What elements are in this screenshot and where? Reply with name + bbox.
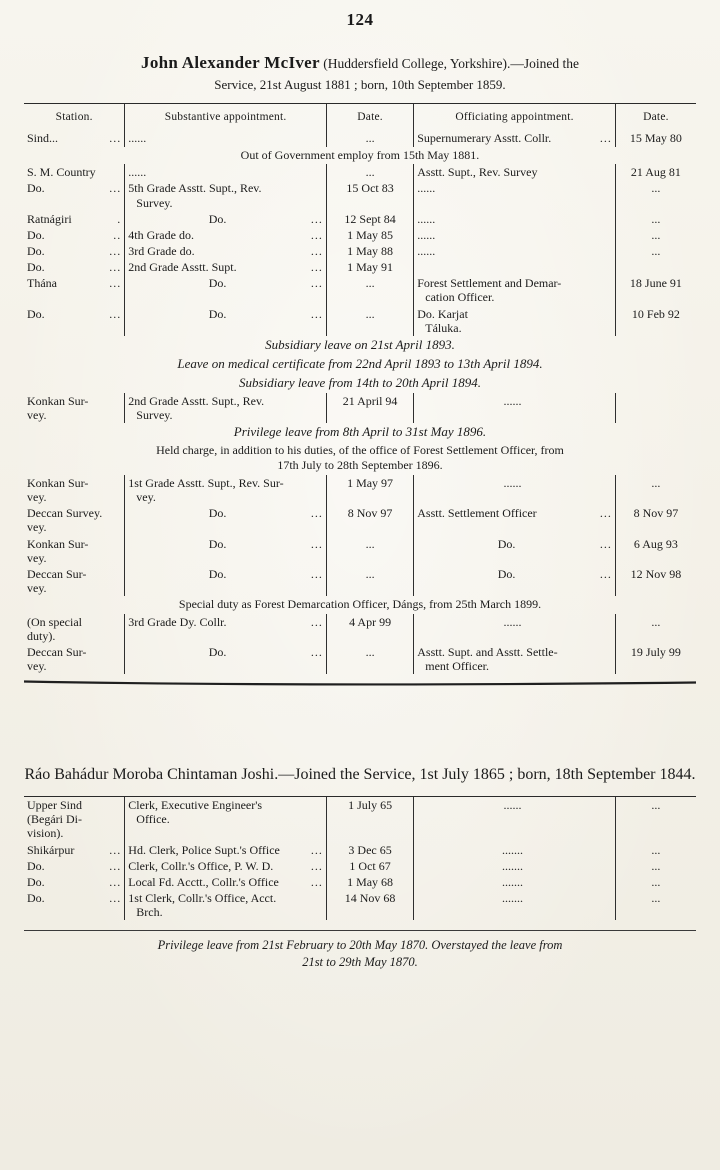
substantive-dots: ...: [310, 874, 323, 889]
substantive-dots: ...: [310, 306, 323, 321]
cell-date-officiating: 8 Nov 97: [615, 505, 696, 535]
officiating-text: Forest Settlement and Demar-: [417, 276, 562, 291]
cell-station: [24, 536, 125, 566]
cell-officiating-appointment: [414, 164, 616, 180]
cell-officiating-appointment: [414, 614, 616, 644]
cell-substantive-appointment: [125, 874, 327, 890]
cell-date-officiating: ...: [615, 614, 696, 644]
cell-station: [24, 393, 125, 423]
cell-date-officiating: ...: [615, 890, 696, 920]
substantive-text: Do.: [208, 306, 227, 321]
cell-date-officiating: [615, 393, 696, 423]
cell-station: [24, 614, 125, 644]
cell-station: [24, 858, 125, 874]
table-row: [24, 890, 696, 920]
cell-date-substantive: ...: [326, 164, 413, 180]
table-note-row: [24, 442, 696, 475]
cell-substantive-appointment: [125, 797, 327, 841]
officiating-text: ......: [503, 393, 522, 408]
officer-honorific: Ráo Bahádur: [24, 766, 109, 784]
substantive-text: Clerk, Collr.'s Office, P. W. D.: [128, 858, 274, 873]
cell-date-officiating: ...: [615, 227, 696, 243]
column-header-date2: Date.: [615, 104, 696, 130]
officiating-dots: ...: [599, 506, 612, 521]
station-name: Deccan Sur-: [27, 645, 87, 660]
station-name: Konkan Sur-: [27, 476, 89, 491]
footer-leave-note: [24, 937, 696, 971]
cell-substantive-appointment: [125, 614, 327, 644]
officiating-text: Do.: [497, 566, 516, 581]
station-dots: ...: [109, 131, 122, 146]
substantive-text: 3rd Grade do.: [128, 244, 195, 259]
substantive-dots: ...: [310, 645, 323, 660]
cell-date-officiating: ...: [615, 180, 696, 210]
station-name: Do.: [27, 306, 45, 321]
cell-substantive-appointment: [125, 475, 327, 505]
cell-substantive-appointment: [125, 130, 327, 146]
station-dots: ...: [109, 276, 122, 291]
cell-date-officiating: ...: [615, 243, 696, 259]
table-row: [24, 211, 696, 227]
substantive-dots: ...: [310, 244, 323, 259]
table2-bottom-rule: [24, 930, 696, 931]
service-table-mciver: [24, 104, 696, 674]
station-name: Thána: [27, 276, 57, 291]
officiating-text: Do. Karjat: [417, 306, 468, 321]
cell-officiating-appointment: [414, 211, 616, 227]
footer-line-1: Privilege leave from 21st February to 20th May 1870. Overstayed the leave from: [157, 938, 563, 953]
substantive-text: Hd. Clerk, Police Supt.'s Office: [128, 842, 280, 857]
station-continuation: vey.: [27, 550, 47, 565]
table-row: [24, 614, 696, 644]
cell-officiating-appointment: [414, 130, 616, 146]
officiating-text: ......: [503, 614, 522, 629]
substantive-dots: ...: [310, 566, 323, 581]
table-row: [24, 130, 696, 146]
cell-officiating-appointment: [414, 858, 616, 874]
cell-date-substantive: ...: [326, 536, 413, 566]
table-row: [24, 505, 696, 535]
table-row: [24, 259, 696, 275]
cell-station: [24, 505, 125, 535]
cell-officiating-appointment: [414, 644, 616, 674]
officiating-text: Asstt. Settlement Officer: [417, 506, 537, 521]
station-name: (On special: [27, 614, 82, 629]
cell-date-officiating: 19 July 99: [615, 644, 696, 674]
substantive-continuation: Office.: [136, 812, 170, 827]
substantive-text: 5th Grade Asstt. Supt., Rev.: [128, 181, 262, 196]
table-note-row: [24, 355, 696, 374]
cell-date-substantive: 1 July 65: [326, 797, 413, 841]
station-name: Konkan Sur-: [27, 536, 89, 551]
substantive-text: 4th Grade do.: [128, 227, 194, 242]
officer-college-joined: (Huddersfield College, Yorkshire).—Joined the: [323, 56, 579, 71]
table-row: [24, 536, 696, 566]
station-name: S. M. Country: [27, 165, 96, 180]
cell-date-officiating: 12 Nov 98: [615, 566, 696, 596]
officer-born-2: born, 18th September 1844.: [517, 766, 696, 784]
cell-date-substantive: ...: [326, 306, 413, 336]
substantive-text: ......: [128, 131, 147, 146]
cell-station: [24, 644, 125, 674]
table-row: [24, 566, 696, 596]
cell-date-officiating: ...: [615, 874, 696, 890]
column-header-date1: Date.: [326, 104, 413, 130]
station-name: Deccan Survey.: [27, 506, 103, 521]
substantive-text: ......: [128, 165, 147, 180]
station-continuation: vey.: [27, 407, 47, 422]
substantive-text: 2nd Grade Asstt. Supt.: [128, 260, 237, 275]
substantive-text: 3rd Grade Dy. Collr.: [128, 614, 227, 629]
officiating-text: Asstt. Supt., Rev. Survey: [417, 165, 538, 180]
officiating-text: Supernumerary Asstt. Collr.: [417, 131, 552, 146]
station-name: Ratnágiri: [27, 211, 72, 226]
cell-officiating-appointment: [414, 180, 616, 210]
substantive-dots: ...: [310, 506, 323, 521]
officiating-text: .......: [502, 891, 524, 906]
cell-substantive-appointment: [125, 393, 327, 423]
cell-date-substantive: 14 Nov 68: [326, 890, 413, 920]
cell-date-officiating: 18 June 91: [615, 275, 696, 305]
table-row: [24, 874, 696, 890]
officer-name-2: Moroba Chintaman Joshi.: [112, 766, 279, 784]
service-table-joshi: [24, 797, 696, 920]
cell-officiating-appointment: [414, 475, 616, 505]
cell-date-officiating: 6 Aug 93: [615, 536, 696, 566]
officiating-text: ......: [503, 476, 522, 491]
note-text: Held charge, in addition to his duties, of the office of Forest Settlement Officer, from 17th July to 28th September 1896.: [156, 442, 564, 473]
station-name: Do.: [27, 181, 45, 196]
table-note-row: [24, 596, 696, 614]
substantive-text: Do.: [208, 566, 227, 581]
table-row: [24, 858, 696, 874]
station-dots: ...: [109, 842, 122, 857]
cell-substantive-appointment: [125, 505, 327, 535]
officiating-text: ......: [417, 211, 436, 226]
cell-officiating-appointment: [414, 227, 616, 243]
station-name: Do.: [27, 891, 45, 906]
station-name: Do.: [27, 260, 45, 275]
substantive-text: 1st Clerk, Collr.'s Office, Acct.: [128, 891, 277, 906]
station-name: Deccan Sur-: [27, 566, 87, 581]
section-divider-rule: [24, 680, 696, 686]
officiating-dots: ...: [599, 131, 612, 146]
officiating-text: ......: [417, 227, 436, 242]
station-dots: ...: [109, 874, 122, 889]
cell-substantive-appointment: [125, 858, 327, 874]
cell-officiating-appointment: [414, 566, 616, 596]
table-row: [24, 393, 696, 423]
cell-substantive-appointment: [125, 259, 327, 275]
cell-substantive-appointment: [125, 227, 327, 243]
cell-officiating-appointment: [414, 393, 616, 423]
substantive-text: Do.: [208, 645, 227, 660]
substantive-dots: ...: [310, 614, 323, 629]
cell-date-officiating: ...: [615, 475, 696, 505]
substantive-dots: ...: [310, 858, 323, 873]
cell-date-substantive: 8 Nov 97: [326, 505, 413, 535]
station-name: Upper Sind: [27, 798, 82, 813]
footer-line-2: 21st to 29th May 1870.: [302, 955, 418, 970]
station-continuation: duty).: [27, 629, 56, 644]
note-text: Subsidiary leave from 14th to 20th April 1894.: [239, 374, 481, 390]
substantive-dots: ...: [310, 227, 323, 242]
cell-date-substantive: 21 April 94: [326, 393, 413, 423]
cell-date-substantive: 1 May 88: [326, 243, 413, 259]
cell-officiating-appointment: [414, 797, 616, 841]
cell-substantive-appointment: [125, 275, 327, 305]
cell-date-officiating: ...: [615, 211, 696, 227]
cell-station: [24, 566, 125, 596]
cell-station: [24, 259, 125, 275]
cell-station: [24, 130, 125, 146]
cell-substantive-appointment: [125, 890, 327, 920]
cell-station: [24, 275, 125, 305]
cell-date-officiating: 21 Aug 81: [615, 164, 696, 180]
substantive-dots: ...: [310, 276, 323, 291]
officiating-text: Do.: [497, 536, 516, 551]
table-row: [24, 644, 696, 674]
substantive-dots: ...: [310, 211, 323, 226]
substantive-dots: ...: [310, 260, 323, 275]
cell-substantive-appointment: [125, 536, 327, 566]
station-name: Shikárpur: [27, 842, 75, 857]
cell-date-officiating: 15 May 80: [615, 130, 696, 146]
table-note-row: [24, 147, 696, 165]
page-blank-space: [24, 686, 696, 738]
cell-substantive-appointment: [125, 306, 327, 336]
cell-officiating-appointment: [414, 536, 616, 566]
cell-date-substantive: 1 May 97: [326, 475, 413, 505]
cell-station: [24, 180, 125, 210]
cell-date-substantive: ...: [326, 566, 413, 596]
officiating-text: Asstt. Supt. and Asstt. Settle-: [417, 645, 558, 660]
cell-substantive-appointment: [125, 842, 327, 858]
station-name: Do.: [27, 227, 45, 242]
table-note-row: [24, 336, 696, 355]
cell-date-officiating: ...: [615, 797, 696, 841]
officer-name: John Alexander McIver: [141, 53, 320, 72]
table-row: [24, 227, 696, 243]
station-dots: ...: [109, 891, 122, 906]
officiating-text: ......: [417, 244, 436, 259]
table-note-row: [24, 423, 696, 442]
column-header-substantive: Substantive appointment.: [125, 104, 327, 130]
cell-substantive-appointment: [125, 566, 327, 596]
officiating-text: .......: [502, 858, 524, 873]
table-row: [24, 475, 696, 505]
station-dots: ..: [113, 227, 122, 242]
substantive-dots: ...: [310, 536, 323, 551]
cell-station: [24, 211, 125, 227]
station-dots: ...: [109, 244, 122, 259]
cell-date-substantive: 3 Dec 65: [326, 842, 413, 858]
entry-title-mciver: [24, 52, 696, 93]
cell-station: [24, 797, 125, 841]
cell-date-substantive: 4 Apr 99: [326, 614, 413, 644]
station-continuation: vey.: [27, 581, 47, 596]
cell-station: [24, 164, 125, 180]
officiating-text: ......: [417, 181, 436, 196]
cell-date-substantive: 15 Oct 83: [326, 180, 413, 210]
cell-officiating-appointment: [414, 259, 616, 275]
cell-officiating-appointment: [414, 275, 616, 305]
officiating-text: .......: [502, 874, 524, 889]
substantive-text: Local Fd. Acctt., Collr.'s Office: [128, 874, 279, 889]
cell-date-officiating: ...: [615, 842, 696, 858]
cell-station: [24, 842, 125, 858]
cell-station: [24, 227, 125, 243]
table-row: [24, 243, 696, 259]
cell-date-substantive: ...: [326, 275, 413, 305]
table-header-row: [24, 104, 696, 130]
station-continuation: vey.: [27, 520, 47, 535]
station-continuation: vey.: [27, 490, 47, 505]
officer-service-born: Service, 21st August 1881 ; born, 10th September 1859.: [214, 76, 506, 92]
substantive-continuation: Brch.: [136, 905, 163, 920]
substantive-text: 2nd Grade Asstt. Supt., Rev.: [128, 393, 265, 408]
station-name: Do.: [27, 874, 45, 889]
cell-date-substantive: 1 Oct 67: [326, 858, 413, 874]
cell-station: [24, 306, 125, 336]
page-number: 124: [346, 10, 374, 29]
cell-date-substantive: 1 May 68: [326, 874, 413, 890]
cell-substantive-appointment: [125, 211, 327, 227]
table-row: [24, 842, 696, 858]
station-dots: .: [117, 211, 122, 226]
cell-substantive-appointment: [125, 180, 327, 210]
cell-date-officiating: ...: [615, 858, 696, 874]
substantive-dots: ...: [310, 842, 323, 857]
cell-officiating-appointment: [414, 842, 616, 858]
cell-officiating-appointment: [414, 505, 616, 535]
table-row: [24, 797, 696, 841]
table-row: [24, 306, 696, 336]
officiating-continuation: cation Officer.: [425, 290, 495, 305]
cell-station: [24, 475, 125, 505]
substantive-text: Do.: [208, 536, 227, 551]
cell-date-substantive: 12 Sept 84: [326, 211, 413, 227]
cell-substantive-appointment: [125, 644, 327, 674]
officiating-dots: ...: [599, 536, 612, 551]
substantive-continuation: Survey.: [136, 195, 173, 210]
note-text: Special duty as Forest Demarcation Officer, Dángs, from 25th March 1899.: [178, 597, 542, 612]
substantive-continuation: Survey.: [136, 407, 173, 422]
substantive-text: Do.: [208, 211, 227, 226]
cell-date-substantive: ...: [326, 130, 413, 146]
cell-date-officiating: [615, 259, 696, 275]
cell-station: [24, 243, 125, 259]
cell-date-substantive: 1 May 85: [326, 227, 413, 243]
cell-officiating-appointment: [414, 890, 616, 920]
substantive-text: 1st Grade Asstt. Supt., Rev. Sur-: [128, 476, 284, 491]
cell-station: [24, 890, 125, 920]
station-continuation: vey.: [27, 659, 47, 674]
entry-title-joshi: [24, 764, 696, 786]
officiating-dots: ...: [599, 566, 612, 581]
cell-officiating-appointment: [414, 874, 616, 890]
note-text: Leave on medical certificate from 22nd April 1893 to 13th April 1894.: [177, 355, 543, 371]
cell-station: [24, 874, 125, 890]
station-name: Konkan Sur-: [27, 393, 89, 408]
cell-date-substantive: 1 May 91: [326, 259, 413, 275]
note-text: Out of Government employ from 15th May 1881.: [240, 147, 480, 162]
note-text: Subsidiary leave on 21st April 1893.: [265, 336, 455, 352]
cell-officiating-appointment: [414, 243, 616, 259]
table-note-row: [24, 374, 696, 393]
cell-date-substantive: ...: [326, 644, 413, 674]
station-name: Do.: [27, 858, 45, 873]
table-row: [24, 275, 696, 305]
table-row: [24, 180, 696, 210]
station-continuation: vision).: [27, 826, 64, 841]
officiating-text: .......: [502, 842, 524, 857]
station-dots: ...: [109, 306, 122, 321]
station-continuation: (Begári Di-: [27, 812, 82, 827]
station-name: Sind...: [27, 131, 59, 146]
station-dots: ...: [109, 858, 122, 873]
substantive-text: Do.: [208, 506, 227, 521]
substantive-text: Do.: [208, 276, 227, 291]
table-row: [24, 164, 696, 180]
column-header-station: Station.: [24, 104, 125, 130]
note-text: Privilege leave from 8th April to 31st May 1896.: [233, 423, 487, 439]
cell-substantive-appointment: [125, 243, 327, 259]
station-dots: ...: [109, 260, 122, 275]
cell-substantive-appointment: [125, 164, 327, 180]
officer-joined-2: —Joined the Service, 1st July 1865 ;: [278, 766, 514, 784]
officiating-text: ......: [503, 798, 522, 813]
officiating-continuation: Táluka.: [425, 320, 462, 335]
station-dots: ...: [109, 181, 122, 196]
cell-date-officiating: 10 Feb 92: [615, 306, 696, 336]
substantive-text: Clerk, Executive Engineer's: [128, 798, 263, 813]
column-header-officiating: Officiating appointment.: [414, 104, 616, 130]
cell-officiating-appointment: [414, 306, 616, 336]
officiating-continuation: ment Officer.: [425, 659, 490, 674]
station-name: Do.: [27, 244, 45, 259]
substantive-continuation: vey.: [136, 490, 156, 505]
